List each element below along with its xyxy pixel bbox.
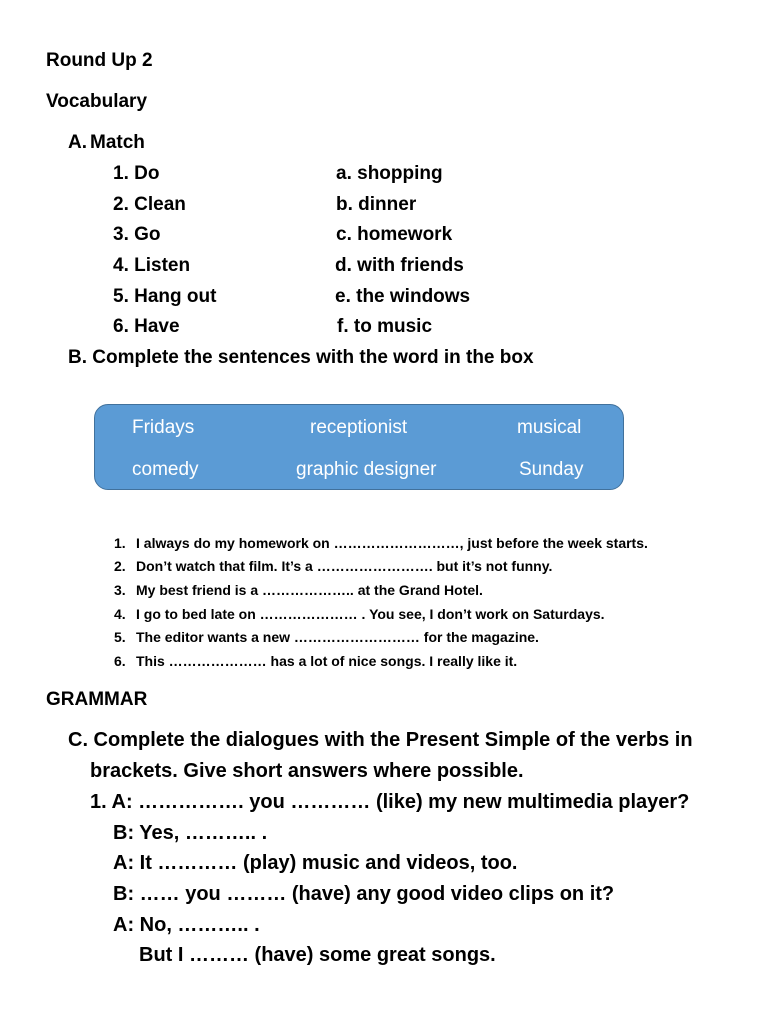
sentence-text-2: Don’t watch that film. It’s a ……………………. but it’s not funny.	[136, 558, 553, 574]
dialogue-line-1: 1. A: ……………. you ………… (like) my new multimedia player?	[90, 791, 690, 813]
worksheet-title: Round Up 2	[46, 50, 153, 71]
match-left-2: 2. Clean	[113, 194, 186, 215]
match-right-f: f. to music	[337, 316, 433, 337]
sentence-num-5: 5.	[114, 629, 126, 645]
match-left-1: 1. Do	[113, 163, 160, 184]
dialogue-line-4: B: …… you ……… (have) any good video clips on it?	[113, 883, 615, 905]
sentence-num-3: 3.	[114, 582, 126, 598]
word-box-item: receptionist	[310, 417, 408, 438]
section-b-title: B. Complete the sentences with the word in the box	[68, 347, 534, 368]
match-right-b: b. dinner	[336, 194, 417, 215]
sentence-text-3: My best friend is a ……………….. at the Grand Hotel.	[136, 582, 483, 598]
dialogue-line-3: A: It ………… (play) music and videos, too.	[113, 852, 518, 874]
match-left-5: 5. Hang out	[113, 286, 217, 307]
match-right-d: d. with friends	[335, 255, 464, 276]
sentence-num-2: 2.	[114, 558, 126, 574]
section-c-title-line1: C. Complete the dialogues with the Present Simple of the verbs in	[68, 729, 693, 751]
sentence-text-4: I go to bed late on ………………… . You see, I don’t work on Saturdays.	[136, 606, 605, 622]
dialogue-line-2: B: Yes, ……….. .	[113, 822, 268, 844]
sentence-num-1: 1.	[114, 535, 126, 551]
section-c-title-line2: brackets. Give short answers where possible.	[90, 760, 524, 782]
sentence-num-6: 6.	[114, 653, 126, 669]
sentence-text-5: The editor wants a new ……………………… for the magazine.	[136, 629, 539, 645]
word-box-item: graphic designer	[296, 459, 437, 480]
sentence-num-4: 4.	[114, 606, 126, 622]
word-box-item: comedy	[132, 459, 199, 480]
sentence-text-1: I always do my homework on ………………………, just before the week starts.	[136, 535, 648, 551]
grammar-heading: GRAMMAR	[46, 689, 148, 710]
dialogue-line-5: A: No, ……….. .	[113, 914, 260, 936]
sentence-text-6: This ………………… has a lot of nice songs. I really like it.	[136, 653, 518, 669]
match-right-e: e. the windows	[335, 286, 471, 307]
word-box	[94, 404, 624, 490]
match-left-4: 4. Listen	[113, 255, 191, 276]
section-a-title: Match	[90, 132, 145, 153]
vocabulary-heading: Vocabulary	[46, 91, 148, 112]
word-box-item: Fridays	[132, 417, 195, 438]
match-right-a: a. shopping	[336, 163, 443, 184]
word-box-item: musical	[517, 417, 582, 438]
word-box-item: Sunday	[519, 459, 584, 480]
match-right-c: c. homework	[336, 224, 453, 245]
dialogue-line-6: But I ……… (have) some great songs.	[139, 944, 496, 966]
section-a-label: A.	[68, 132, 87, 153]
match-left-3: 3. Go	[113, 224, 161, 245]
match-left-6: 6. Have	[113, 316, 180, 337]
